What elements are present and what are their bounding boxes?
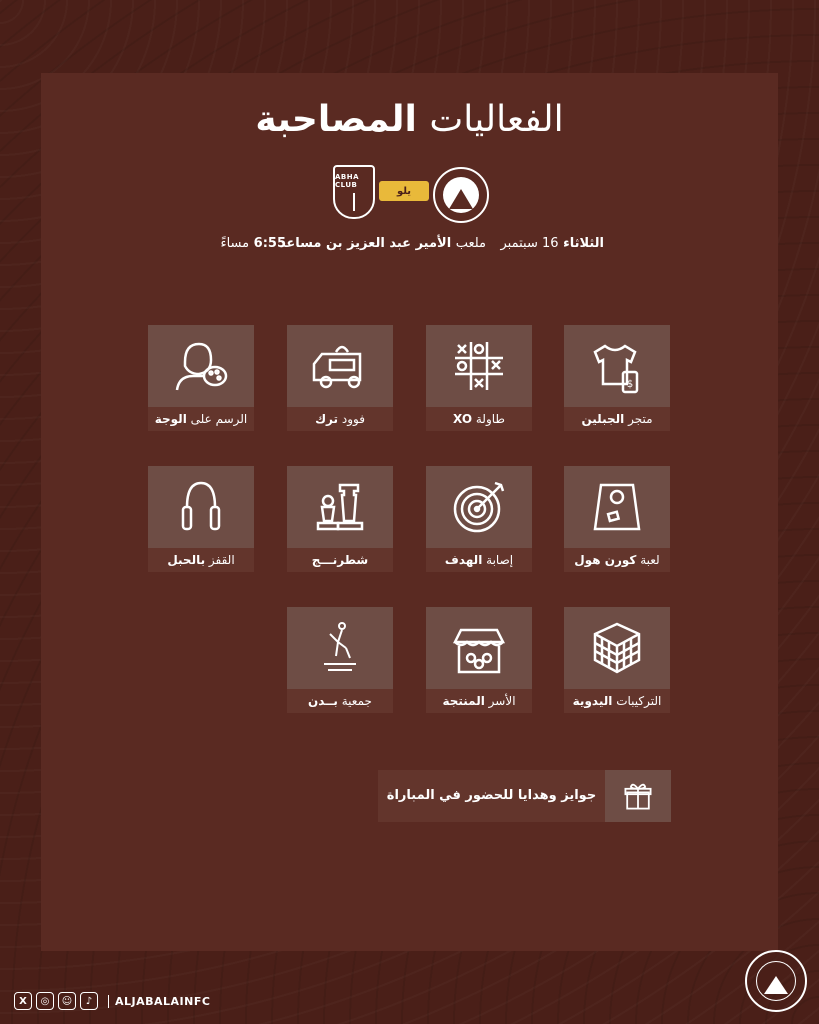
activity-label: إصابة الهدف <box>426 548 532 572</box>
chess-icon <box>287 466 393 548</box>
target-icon <box>426 466 532 548</box>
svg-text:$: $ <box>626 379 634 390</box>
title-part1: الفعاليات <box>429 99 564 140</box>
activity-label: الرسم على الوجة <box>148 407 254 431</box>
face-paint-icon <box>148 325 254 407</box>
match-date: الثلاثاء 16 سبتمبر <box>500 236 604 251</box>
tshirt-tag-icon <box>564 325 670 407</box>
cube-icon <box>564 607 670 689</box>
yelo-sponsor-logo: يلو <box>379 181 429 201</box>
activity-label: لعبة كورن هول <box>564 548 670 572</box>
gift-icon <box>605 770 671 822</box>
activity-card-jump-rope <box>148 466 254 574</box>
activity-card-cornhole <box>564 466 670 574</box>
social-footer <box>14 990 210 1012</box>
activity-label: متجر الجبلين <box>564 407 670 431</box>
match-venue: ملعب الأمير عبد العزيز بن مساعد <box>278 236 486 251</box>
prize-label: جوايز وهدايا للحضور في المباراة <box>378 770 605 822</box>
cornhole-icon <box>564 466 670 548</box>
activity-card-chess <box>287 466 393 574</box>
activity-card-store <box>564 325 670 433</box>
aljabalain-club-logo <box>433 167 489 223</box>
activity-card-food-truck <box>287 325 393 433</box>
events-panel <box>41 73 778 951</box>
title-part2: المصاحبة <box>255 99 417 140</box>
activity-card-badan <box>287 607 393 715</box>
page-title <box>41 99 778 140</box>
activity-label: التركيبات اليدوية <box>564 689 670 713</box>
badan-logo-icon <box>287 607 393 689</box>
x-icon[interactable]: X <box>14 992 32 1010</box>
activity-card-families <box>426 607 532 715</box>
activity-card-target <box>426 466 532 574</box>
market-stall-icon <box>426 607 532 689</box>
match-logos <box>41 165 778 225</box>
club-badge-logo <box>745 950 807 1012</box>
activity-card-face-paint <box>148 325 254 433</box>
activity-label: شطرنـــج <box>287 548 393 572</box>
prize-banner <box>378 770 671 822</box>
social-handle[interactable]: ALJABALAINFC <box>108 995 210 1008</box>
activity-label: جمعية بــدن <box>287 689 393 713</box>
jump-rope-icon <box>148 466 254 548</box>
activity-card-xo <box>426 325 532 433</box>
activity-label: فوود ترك <box>287 407 393 431</box>
activity-label: الأسر المنتجة <box>426 689 532 713</box>
activity-card-handcrafts <box>564 607 670 715</box>
activity-label: طاولة XO <box>426 407 532 431</box>
activity-label: القفز بالحبل <box>148 548 254 572</box>
tiktok-icon[interactable]: ♪ <box>80 992 98 1010</box>
tic-tac-toe-icon <box>426 325 532 407</box>
match-time: 6:55 مساءً <box>220 236 286 251</box>
instagram-icon[interactable]: ◎ <box>36 992 54 1010</box>
food-truck-icon <box>287 325 393 407</box>
abha-club-logo: ABHA CLUB <box>333 165 375 219</box>
snapchat-icon[interactable]: ☺ <box>58 992 76 1010</box>
